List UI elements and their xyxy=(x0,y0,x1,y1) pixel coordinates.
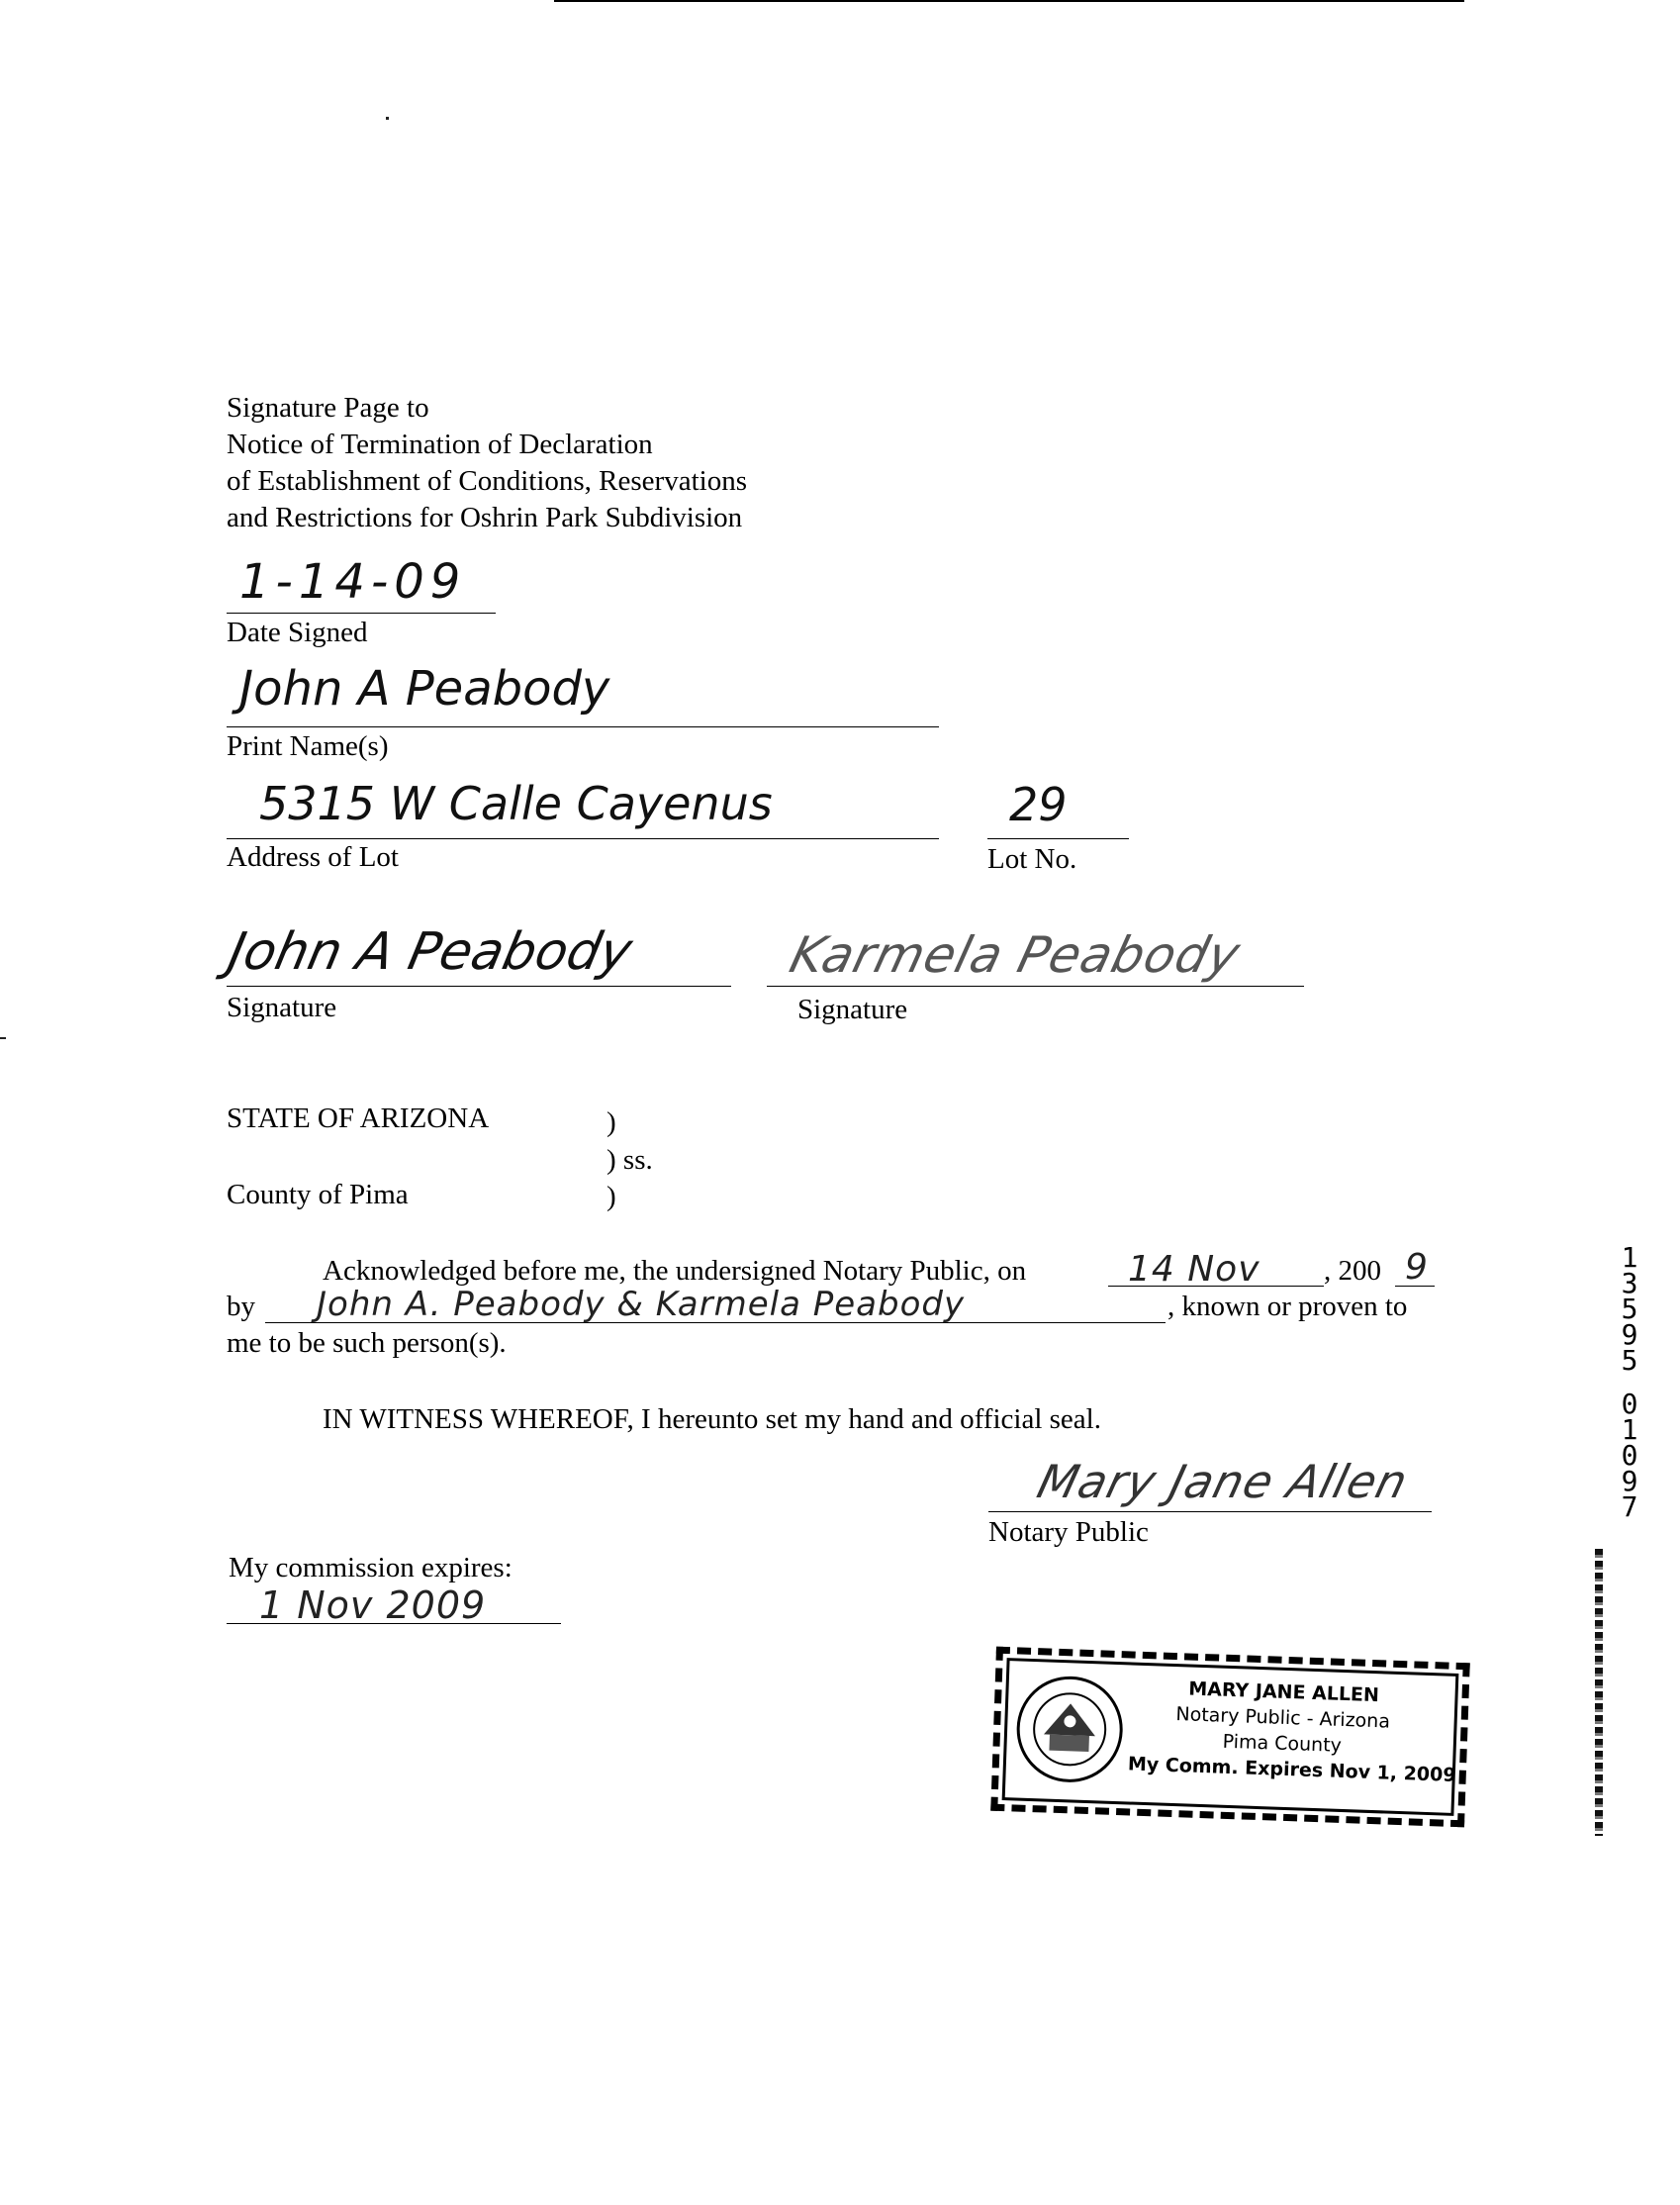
print-name-line xyxy=(227,726,939,727)
commission-label: My commission expires: xyxy=(229,1552,513,1583)
lot-number-value: 29 xyxy=(1009,778,1068,831)
ack-date-line xyxy=(1108,1286,1324,1287)
recording-digit: 5 xyxy=(1621,1344,1638,1377)
recording-digit: 0 xyxy=(1621,1388,1638,1420)
signature-right-label: Signature xyxy=(797,994,908,1025)
notary-label: Notary Public xyxy=(988,1516,1149,1548)
date-signed-value: 1-14-09 xyxy=(239,554,467,610)
notary-signature-value: Mary Jane Allen xyxy=(1032,1455,1414,1508)
binding-edge-artifact xyxy=(1595,1549,1603,1836)
address-label: Address of Lot xyxy=(227,841,399,873)
signature-right-line xyxy=(767,986,1304,987)
recording-digit: 3 xyxy=(1621,1267,1638,1299)
venue-paren-top: ) xyxy=(607,1106,616,1138)
recording-digit: 1 xyxy=(1621,1241,1638,1274)
stamp-name: MARY JANE ALLEN xyxy=(1187,1678,1380,1707)
top-edge-line xyxy=(554,0,1464,2)
recording-digit: 1 xyxy=(1621,1413,1638,1446)
signature-left-label: Signature xyxy=(227,992,337,1023)
ack-year-prefix: , 200 xyxy=(1324,1255,1381,1287)
recording-digit: 9 xyxy=(1621,1465,1638,1497)
ack-by-label: by xyxy=(227,1291,255,1322)
venue-state: STATE OF ARIZONA xyxy=(227,1102,490,1134)
print-name-label: Print Name(s) xyxy=(227,730,389,762)
venue-ss: ) ss. xyxy=(607,1144,653,1176)
signature-left-value: John A Peabody xyxy=(223,922,637,982)
date-signed-line xyxy=(227,613,496,614)
ack-known-text: , known or proven to xyxy=(1167,1291,1408,1322)
ack-year-line xyxy=(1395,1286,1435,1287)
header-line-1: Signature Page to xyxy=(227,392,429,424)
header-line-3: of Establishment of Conditions, Reservations xyxy=(227,465,747,497)
venue-paren-bottom: ) xyxy=(607,1181,616,1212)
recording-digit: 0 xyxy=(1621,1439,1638,1472)
stamp-expires: My Comm. Expires Nov 1, 2009 xyxy=(1127,1753,1456,1786)
signature-left-line xyxy=(227,986,731,987)
address-value: 5315 W Calle Cayenus xyxy=(259,777,773,830)
recording-digit: 9 xyxy=(1621,1318,1638,1351)
ack-line-3-text: me to be such person(s). xyxy=(227,1327,507,1359)
ack-date-value: 14 Nov xyxy=(1128,1249,1260,1290)
margin-tick xyxy=(0,1037,6,1039)
ack-line-1-text: Acknowledged before me, the undersigned Notary Public, on xyxy=(323,1255,1027,1287)
print-name-value: John A Peabody xyxy=(239,661,610,717)
ack-names-value: John A. Peabody & Karmela Peabody xyxy=(317,1285,966,1324)
notary-stamp xyxy=(990,1647,1470,1828)
commission-line xyxy=(227,1623,561,1624)
ack-year-digit: 9 xyxy=(1405,1247,1429,1288)
margin-dot xyxy=(386,117,389,120)
state-seal-icon xyxy=(1012,1672,1127,1786)
document-header xyxy=(227,390,747,536)
stamp-title: Notary Public - Arizona xyxy=(1175,1703,1391,1733)
header-line-4: and Restrictions for Oshrin Park Subdivision xyxy=(227,502,743,533)
date-signed-label: Date Signed xyxy=(227,617,368,648)
lot-number-label: Lot No. xyxy=(987,843,1077,875)
lot-number-line xyxy=(987,838,1129,839)
notary-signature-line xyxy=(988,1511,1432,1512)
ack-names-line xyxy=(265,1322,1166,1323)
witness-text: IN WITNESS WHEREOF, I hereunto set my hand and official seal. xyxy=(323,1403,1101,1435)
signature-right-value: Karmela Peabody xyxy=(784,926,1247,984)
recording-digit: 5 xyxy=(1621,1293,1638,1325)
header-line-2: Notice of Termination of Declaration xyxy=(227,429,653,460)
recording-digit: 7 xyxy=(1621,1490,1638,1523)
venue-county: County of Pima xyxy=(227,1179,409,1210)
stamp-county: Pima County xyxy=(1222,1730,1343,1757)
recording-number xyxy=(1615,1241,1644,1523)
commission-value: 1 Nov 2009 xyxy=(259,1583,487,1627)
